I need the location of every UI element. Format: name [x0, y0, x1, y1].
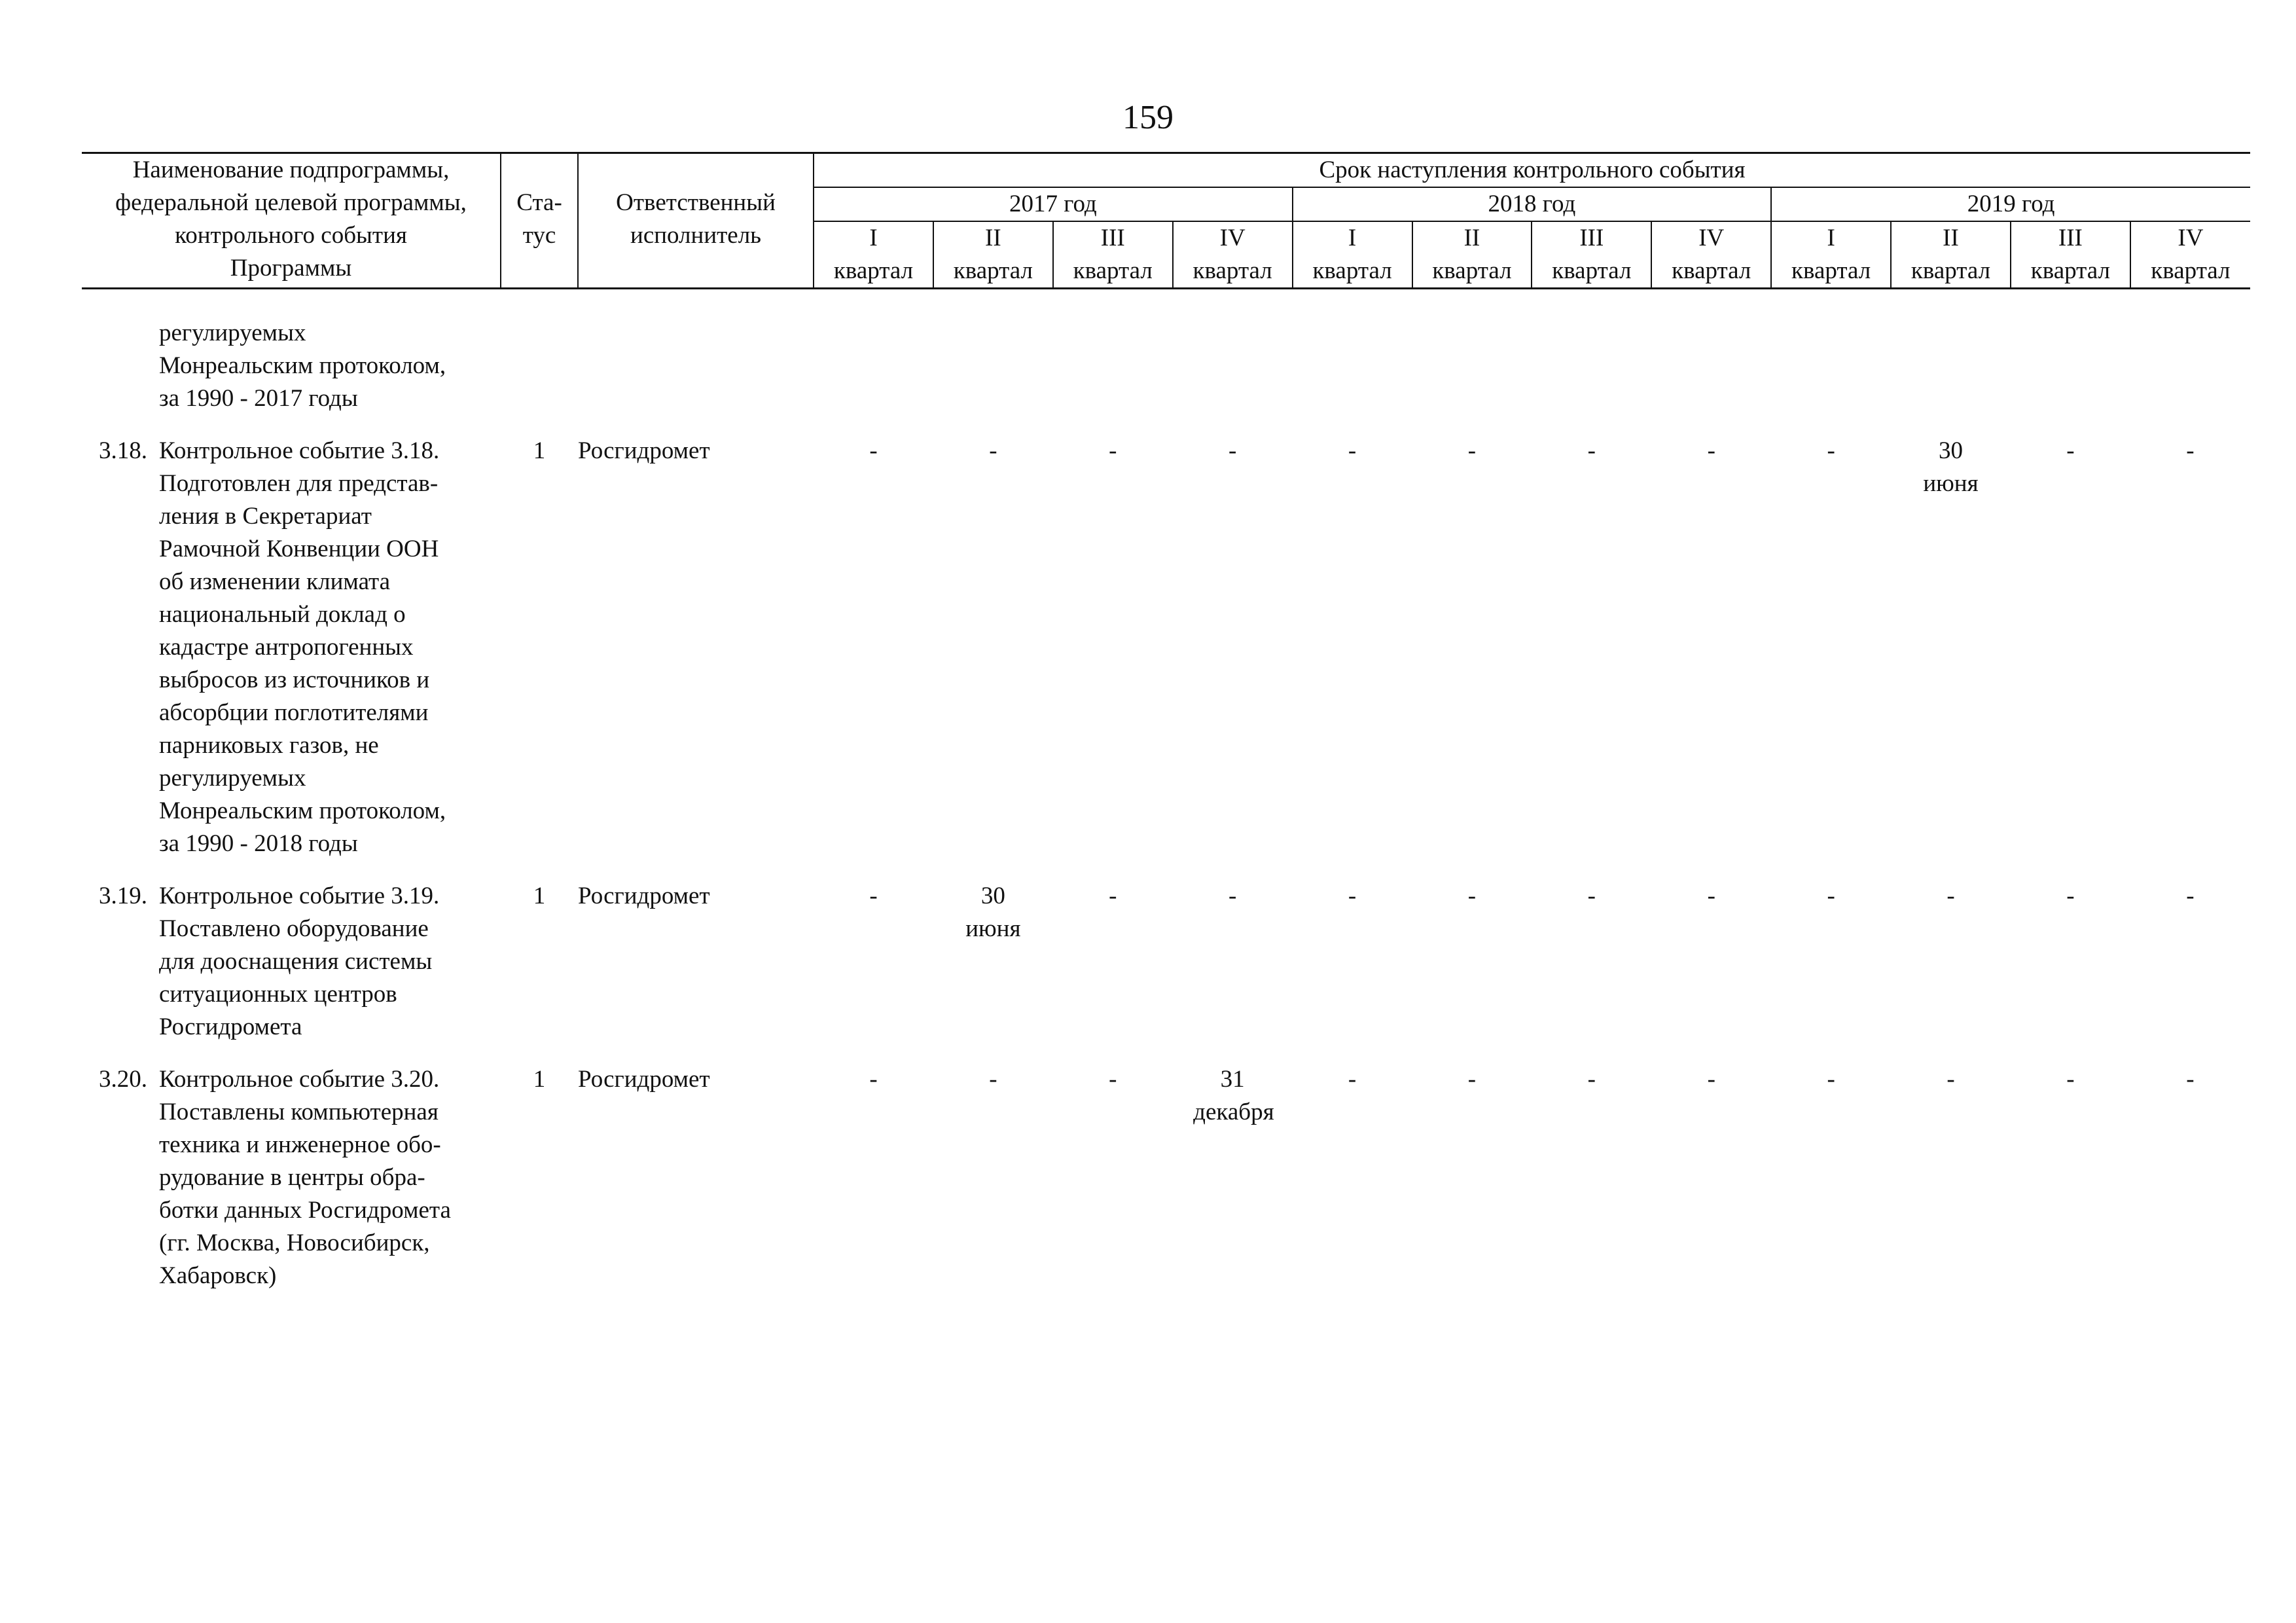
header-year-2018: 2018 год — [1293, 187, 1772, 221]
quarter-cell: - — [1348, 883, 1357, 909]
header-quarter-label: квартал — [1412, 255, 1532, 289]
header-quarter-number: II — [933, 221, 1053, 255]
header-quarter-number: I — [1293, 221, 1412, 255]
quarter-cell: - — [1348, 1066, 1357, 1093]
event-number: 3.19. — [99, 883, 147, 909]
quarter-cell — [1173, 1063, 1293, 1292]
event-name-line: за 1990 - 2017 годы — [159, 385, 358, 412]
responsible-cell: Росгидромет — [578, 883, 710, 909]
quarter-cell — [1891, 317, 2011, 415]
header-year-2017: 2017 год — [814, 187, 1293, 221]
header-name-line: Наименование подпрограммы, — [132, 156, 450, 183]
event-name-line: (гг. Москва, Новосибирск, — [159, 1230, 430, 1256]
event-name-line: парниковых газов, не — [159, 732, 379, 759]
quarter-cell: - — [869, 437, 878, 464]
responsible-cell — [578, 317, 814, 415]
header-responsible-line: Ответственный — [616, 189, 776, 216]
header-responsible-column — [578, 153, 814, 289]
event-name-line: Поставлено оборудование — [159, 915, 429, 942]
quarter-cell — [1771, 317, 1891, 415]
quarter-cell: - — [1109, 437, 1117, 464]
quarter-cell: - — [2186, 883, 2195, 909]
event-name-line: техника и инженерное обо- — [159, 1131, 441, 1158]
header-quarter-label: квартал — [1651, 255, 1771, 289]
header-quarter-number: IV — [2130, 221, 2250, 255]
quarter-cell: - — [1827, 883, 1835, 909]
quarter-cell: - — [869, 1066, 878, 1093]
table-row — [82, 1063, 2250, 1292]
event-name-line: рудование в центры обра- — [159, 1164, 425, 1191]
quarter-cell: - — [1587, 883, 1596, 909]
event-name-line: регулируемых — [159, 765, 306, 792]
quarter-cell: - — [1348, 437, 1357, 464]
quarter-cell: - — [2066, 437, 2075, 464]
event-name-line: Монреальским протоколом, — [159, 352, 446, 379]
event-name-cell — [82, 435, 501, 860]
event-name-line: Контрольное событие 3.18. — [159, 437, 440, 464]
header-year-2019: 2019 год — [1771, 187, 2250, 221]
quarter-cell — [2011, 317, 2130, 415]
quarter-cell — [814, 317, 933, 415]
table-row — [82, 435, 2250, 860]
quarter-cell: - — [989, 1066, 997, 1093]
header-quarter-number: IV — [1173, 221, 1293, 255]
page-number: 159 — [1122, 99, 1174, 136]
header-name-column — [82, 153, 501, 289]
event-name-line: для дооснащения системы — [159, 948, 433, 975]
responsible-cell: Росгидромет — [578, 1066, 710, 1093]
header-quarter-number: II — [1891, 221, 2011, 255]
event-name-line: за 1990 - 2018 годы — [159, 830, 358, 857]
quarter-cell: - — [1229, 437, 1237, 464]
event-name-line: Рамочной Конвенции ООН — [159, 536, 439, 562]
quarter-cell — [2130, 317, 2250, 415]
quarter-cell — [1173, 317, 1293, 415]
header-quarter-label: квартал — [1173, 255, 1293, 289]
quarter-cell: - — [1229, 883, 1237, 909]
header-quarter-label: квартал — [1771, 255, 1891, 289]
quarter-cell: - — [1707, 437, 1715, 464]
quarter-cell: - — [1827, 437, 1835, 464]
header-deadline-title: Срок наступления контрольного события — [814, 153, 2250, 188]
header-quarter-label: квартал — [1532, 255, 1651, 289]
table-row — [82, 880, 2250, 1044]
quarter-date: 30 июня — [1923, 437, 1979, 497]
event-name-line: ботки данных Росгидромета — [159, 1197, 451, 1224]
quarter-cell: - — [1109, 883, 1117, 909]
quarter-cell: - — [989, 437, 997, 464]
quarter-cell: - — [2066, 1066, 2075, 1093]
event-name-line: Контрольное событие 3.20. — [159, 1066, 440, 1093]
quarter-cell: - — [1946, 883, 1955, 909]
event-name-cell — [82, 880, 501, 1044]
event-number: 3.18. — [99, 437, 147, 464]
quarter-cell: - — [2066, 883, 2075, 909]
event-name-line: регулируемых — [159, 319, 306, 346]
header-quarter-number: III — [1532, 221, 1651, 255]
header-quarter-number: III — [2011, 221, 2130, 255]
header-quarter-label: квартал — [1891, 255, 2011, 289]
event-name-line: Монреальским протоколом, — [159, 797, 446, 824]
quarter-cell — [1293, 317, 1412, 415]
status-cell: 1 — [533, 1066, 546, 1093]
quarter-cell: - — [1587, 1066, 1596, 1093]
event-name-line: выбросов из источников и — [159, 666, 430, 693]
event-name-line: Подготовлен для представ- — [159, 470, 439, 497]
header-quarter-label: квартал — [2011, 255, 2130, 289]
event-name-cell — [82, 317, 501, 415]
quarter-cell — [1412, 317, 1532, 415]
header-responsible-line: исполнитель — [630, 222, 762, 249]
header-quarter-label: квартал — [1053, 255, 1173, 289]
quarter-cell: - — [1467, 1066, 1477, 1093]
event-name-line: Хабаровск) — [159, 1262, 277, 1289]
quarter-cell: - — [1707, 883, 1715, 909]
header-name-line: федеральной целевой программы, — [115, 189, 467, 216]
quarter-cell: - — [1587, 437, 1596, 464]
quarter-cell: - — [1109, 1066, 1117, 1093]
event-name-line: Росгидромета — [159, 1013, 302, 1040]
quarter-cell — [933, 880, 1053, 1044]
quarter-cell: - — [2186, 1066, 2195, 1093]
event-name-cell — [82, 1063, 501, 1292]
quarter-cell: - — [869, 883, 878, 909]
event-name-line: национальный доклад о — [159, 601, 406, 628]
quarter-cell: - — [1827, 1066, 1835, 1093]
event-name-line: кадастре антропогенных — [159, 634, 414, 661]
quarter-cell — [933, 317, 1053, 415]
header-quarter-label: квартал — [814, 255, 933, 289]
header-quarter-label: квартал — [933, 255, 1053, 289]
quarter-cell — [1532, 317, 1651, 415]
responsible-cell: Росгидромет — [578, 437, 710, 464]
header-quarter-label: квартал — [2130, 255, 2250, 289]
quarter-cell: - — [1467, 437, 1477, 464]
event-name-line: ситуационных центров — [159, 981, 397, 1008]
quarter-cell — [1891, 435, 2011, 860]
header-quarter-number: II — [1412, 221, 1532, 255]
control-events-table — [82, 152, 2250, 1312]
quarter-date: 30 июня — [965, 883, 1021, 942]
table-row — [82, 317, 2250, 415]
quarter-cell: - — [2186, 437, 2195, 464]
header-quarter-number: IV — [1651, 221, 1771, 255]
status-cell: 1 — [533, 437, 546, 464]
header-quarter-number: I — [814, 221, 933, 255]
event-name-line: Поставлены компьютерная — [159, 1099, 439, 1125]
quarter-cell: - — [1707, 1066, 1715, 1093]
event-name-line: ления в Секретариат — [159, 503, 372, 530]
header-quarter-number: III — [1053, 221, 1173, 255]
header-name-line: контрольного события — [175, 222, 407, 249]
event-name-line: абсорбции поглотителями — [159, 699, 429, 726]
quarter-cell — [1053, 317, 1173, 415]
quarter-cell: - — [1467, 883, 1477, 909]
event-number: 3.20. — [99, 1066, 147, 1093]
header-name-line: Программы — [230, 255, 352, 282]
header-quarter-number: I — [1771, 221, 1891, 255]
status-cell: 1 — [533, 883, 546, 909]
header-status-line: тус — [522, 222, 556, 249]
event-name-line: Контрольное событие 3.19. — [159, 883, 440, 909]
status-cell — [501, 317, 578, 415]
quarter-cell — [1651, 317, 1771, 415]
quarter-date: 31 декабря — [1193, 1066, 1274, 1125]
quarter-cell: - — [1946, 1066, 1955, 1093]
header-status-column — [501, 153, 578, 289]
event-name-line: об изменении климата — [159, 568, 391, 595]
header-status-line: Ста- — [516, 189, 562, 216]
header-quarter-label: квартал — [1293, 255, 1412, 289]
table-body — [82, 289, 2250, 1313]
